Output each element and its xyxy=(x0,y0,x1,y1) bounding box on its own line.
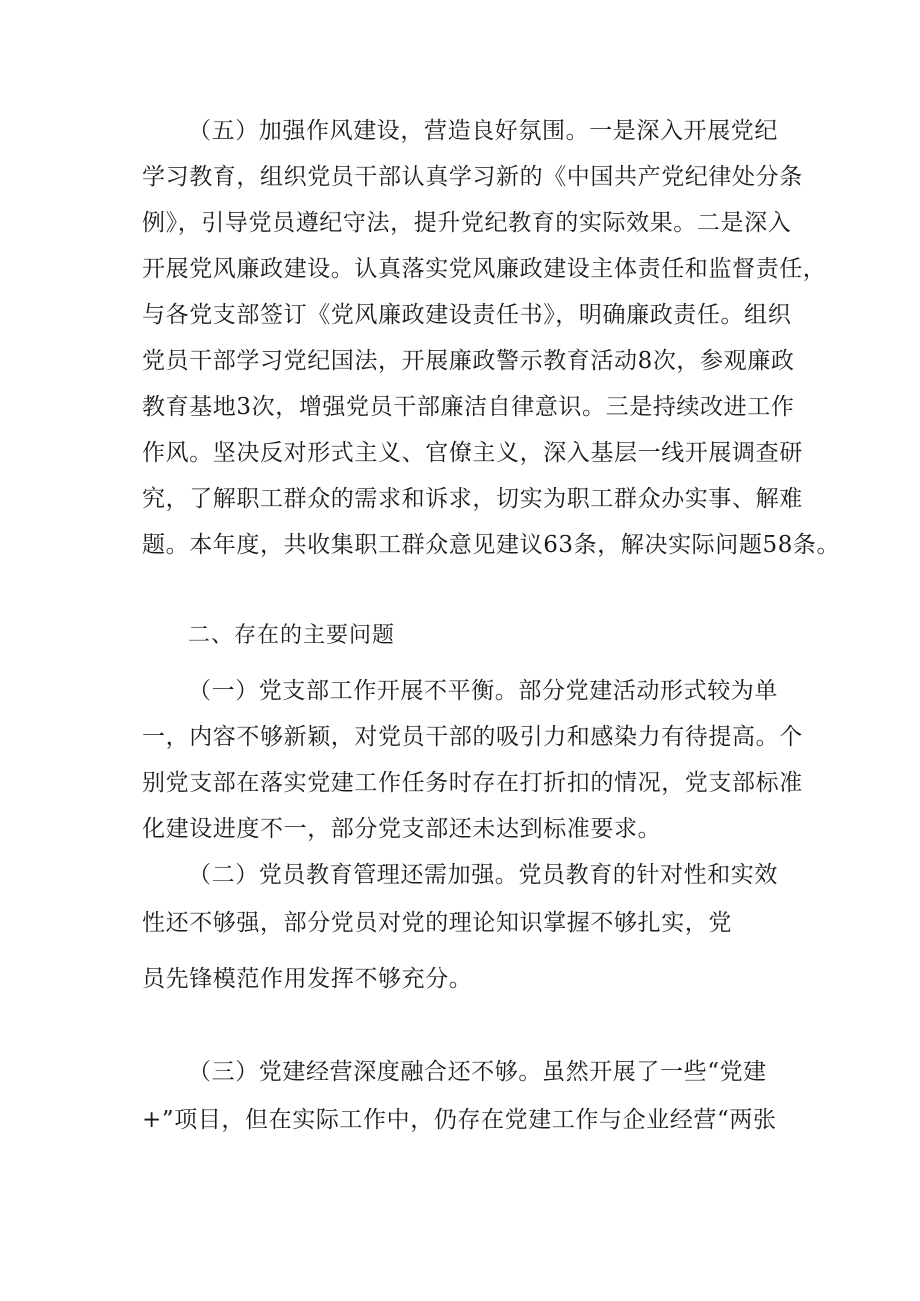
para-5-line-9: 究，了解职工群众的需求和诉求，切实为职工群众办实事、解难 xyxy=(142,486,803,512)
problem-1-line-3: 别党支部在落实党建工作任务时存在打折扣的情况，党支部标准 xyxy=(142,770,803,796)
para-5-line-7: 教育基地3次，增强党员干部廉洁自律意识。三是持续改进工作 xyxy=(142,394,795,420)
section-heading: 二、存在的主要问题 xyxy=(188,623,396,648)
para-5-line-6: 党员干部学习党纪国法，开展廉政警示教育活动8次，参观廉政 xyxy=(142,348,795,374)
para-5-line-1: （五）加强作风建设，营造良好氛围。一是深入开展党纪 xyxy=(188,118,778,144)
para-5-line-2: 学习教育，组织党员干部认真学习新的《中国共产党纪律处分条 xyxy=(142,164,803,190)
para-5-line-4: 开展党风廉政建设。认真落实党风廉政建设主体责任和监督责任， xyxy=(142,256,827,282)
problem-2-line-3: 员先锋模范作用发挥不够充分。 xyxy=(142,966,473,992)
problem-1-line-4: 化建设进度不一，部分党支部还未达到标准要求。 xyxy=(142,816,662,842)
para-5-line-8: 作风。坚决反对形式主义、官僚主义，深入基层一线开展调查研 xyxy=(142,440,803,466)
problem-2-line-1: （二）党员教育管理还需加强。党员教育的针对性和实效 xyxy=(188,862,778,888)
problem-2-line-2: 性还不够强，部分党员对党的理论知识掌握不够扎实，党 xyxy=(142,910,732,936)
problem-3-line-1: （三）党建经营深度融合还不够。虽然开展了一些“党建 xyxy=(188,1059,767,1085)
problem-1-line-1: （一）党支部工作开展不平衡。部分党建活动形式较为单 xyxy=(188,678,778,704)
problem-1-line-2: 一，内容不够新颖，对党员干部的吸引力和感染力有待提高。个 xyxy=(142,724,803,750)
para-5-line-10: 题。本年度，共收集职工群众意见建议63条，解决实际问题58条。 xyxy=(142,532,841,558)
para-5-line-5: 与各党支部签订《党风廉政建设责任书》，明确廉政责任。组织 xyxy=(142,302,792,328)
problem-3-line-2: +”项目，但在实际工作中，仍存在党建工作与企业经营“两张 xyxy=(142,1107,777,1133)
para-5-line-3: 例》，引导党员遵纪守法，提升党纪教育的实际效果。二是深入 xyxy=(142,210,792,236)
